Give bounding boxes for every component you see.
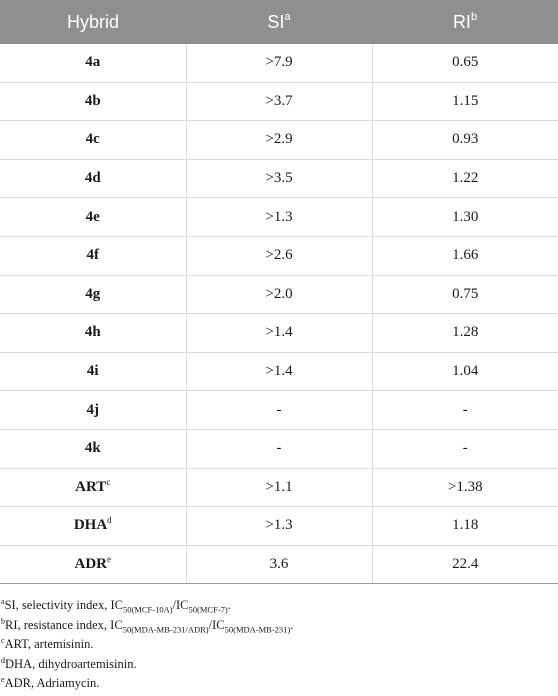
footnote-mark: d bbox=[107, 515, 112, 526]
cell-si: >3.5 bbox=[186, 159, 372, 198]
table-row bbox=[0, 507, 558, 546]
table-row bbox=[0, 352, 558, 391]
footnote-dha: $^d$DHA, dihydroartemisinin. bbox=[1, 655, 137, 671]
cell-hybrid: 4h bbox=[0, 314, 186, 353]
header-ri: $RI^b$ bbox=[372, 0, 558, 44]
cell-hybrid: 4i bbox=[0, 352, 186, 391]
table-row bbox=[0, 82, 558, 121]
cell-hybrid: ART$^c$ bbox=[0, 468, 186, 507]
cell-si: 3.6 bbox=[186, 545, 372, 584]
header-ri-footnote-mark: b bbox=[470, 10, 478, 23]
table-row bbox=[0, 468, 558, 507]
cell-si: >3.7 bbox=[186, 82, 372, 121]
cell-hybrid: 4c bbox=[0, 121, 186, 160]
cell-si: - bbox=[186, 391, 372, 430]
cell-hybrid: DHA$^d$ bbox=[0, 507, 186, 546]
cell-si: >2.6 bbox=[186, 236, 372, 275]
cell-ri: 1.04 bbox=[372, 352, 558, 391]
cell-ri: 1.15 bbox=[372, 82, 558, 121]
table-row bbox=[0, 44, 558, 82]
cell-ri: 0.93 bbox=[372, 121, 558, 160]
cell-si: >2.9 bbox=[186, 121, 372, 160]
table-row bbox=[0, 314, 558, 353]
cell-ri: 0.75 bbox=[372, 275, 558, 314]
cell-ri: 1.28 bbox=[372, 314, 558, 353]
footnote-art: $^c$ART, artemisinin. bbox=[1, 636, 94, 652]
header-si-footnote-mark: a bbox=[284, 10, 291, 23]
cell-ri: - bbox=[372, 429, 558, 468]
cell-ri: 0.65 bbox=[372, 44, 558, 82]
cell-hybrid: 4k bbox=[0, 429, 186, 468]
cell-si: >1.4 bbox=[186, 314, 372, 353]
cell-hybrid: 4b bbox=[0, 82, 186, 121]
cell-ri: - bbox=[372, 391, 558, 430]
footnotes bbox=[1, 596, 556, 694]
header-hybrid: Hybrid bbox=[0, 0, 186, 44]
table-row bbox=[0, 275, 558, 314]
footnote-si: $^a$SI, selectivity index, $IC_{50(MCF-10A)}/IC_{50(MCF-7)}$. bbox=[1, 596, 231, 615]
table-row bbox=[0, 236, 558, 275]
header-row bbox=[0, 0, 558, 44]
footnote-adr: $^e$ADR, Adriamycin. bbox=[1, 675, 100, 691]
cell-ri: >1.38 bbox=[372, 468, 558, 507]
cell-hybrid: 4j bbox=[0, 391, 186, 430]
cell-si: >7.9 bbox=[186, 44, 372, 82]
cell-hybrid: 4e bbox=[0, 198, 186, 237]
cell-ri: 22.4 bbox=[372, 545, 558, 584]
table-row bbox=[0, 198, 558, 237]
footnote-mark: e bbox=[107, 554, 111, 565]
footnote-ri: $^b$RI, resistance index, $IC_{50(MDA-MB-231/ADR)}/IC_{50(MDA-MB-231)}$. bbox=[1, 616, 294, 635]
cell-ri: 1.30 bbox=[372, 198, 558, 237]
header-si: $SI^a$ bbox=[186, 0, 372, 44]
cell-si: >1.1 bbox=[186, 468, 372, 507]
table-row bbox=[0, 429, 558, 468]
cell-si: - bbox=[186, 429, 372, 468]
cell-ri: 1.18 bbox=[372, 507, 558, 546]
cell-hybrid: 4f bbox=[0, 236, 186, 275]
cell-hybrid: 4g bbox=[0, 275, 186, 314]
table-row bbox=[0, 121, 558, 160]
table-row bbox=[0, 159, 558, 198]
cell-si: >1.3 bbox=[186, 507, 372, 546]
cell-hybrid: ADR$^e$ bbox=[0, 545, 186, 584]
cell-si: >1.3 bbox=[186, 198, 372, 237]
cell-ri: 1.66 bbox=[372, 236, 558, 275]
cell-si: >2.0 bbox=[186, 275, 372, 314]
footnote-mark: c bbox=[106, 476, 111, 487]
cell-hybrid: 4d bbox=[0, 159, 186, 198]
cell-ri: 1.22 bbox=[372, 159, 558, 198]
cell-hybrid: 4a bbox=[0, 44, 186, 82]
table-row bbox=[0, 545, 558, 584]
table-row bbox=[0, 391, 558, 430]
cell-si: >1.4 bbox=[186, 352, 372, 391]
